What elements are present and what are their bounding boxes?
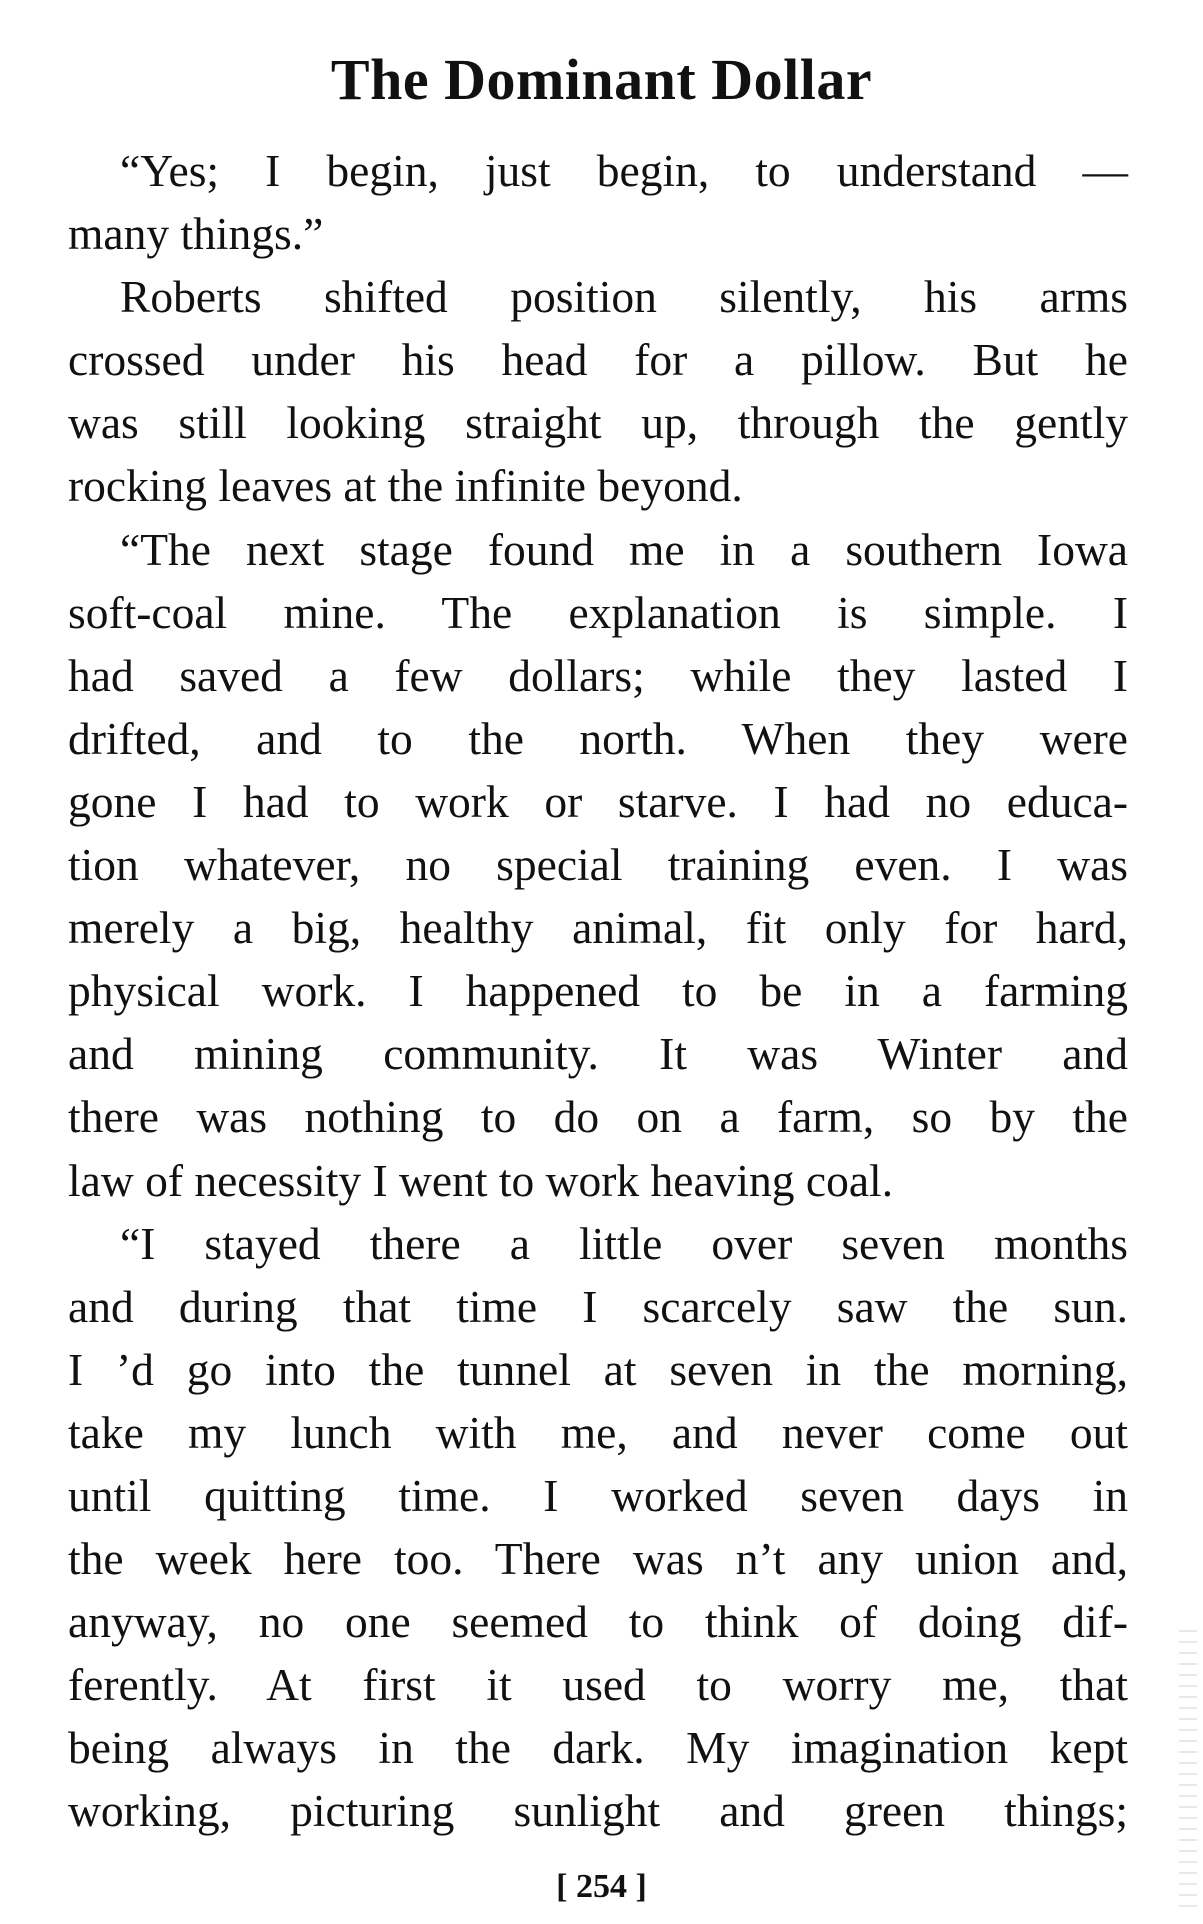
text-line: there was nothing to do on a farm, so by the	[68, 1091, 1128, 1143]
text-line: merely a big, healthy animal, fit only for hard,	[68, 902, 1128, 954]
text-line: tion whatever, no special training even. I was	[68, 839, 1128, 891]
text-line: working, picturing sunlight and green things;	[68, 1785, 1128, 1837]
running-head: The Dominant Dollar	[330, 47, 873, 112]
text-line: ferently. At first it used to worry me, that	[68, 1659, 1128, 1711]
page-edge-speckle	[1179, 1630, 1197, 1910]
text-line: and during that time I scarcely saw the sun.	[68, 1280, 1128, 1332]
text-line: anyway, no one seemed to think of doing dif-	[68, 1596, 1128, 1648]
text-line: “The next stage found me in a southern Iowa	[120, 523, 1128, 575]
text-line: until quitting time. I worked seven days in	[68, 1469, 1128, 1521]
text-line: and mining community. It was Winter and	[68, 1028, 1128, 1080]
text-line: physical work. I happened to be in a farming	[68, 965, 1128, 1017]
text-line: drifted, and to the north. When they were	[68, 712, 1128, 764]
text-line: “I stayed there a little over seven months	[120, 1217, 1128, 1269]
text-line: gone I had to work or starve. I had no educa-	[68, 775, 1128, 827]
body-text	[68, 139, 1128, 1843]
text-line: crossed under his head for a pillow. But he	[68, 334, 1128, 386]
text-line: being always in the dark. My imagination kept	[68, 1722, 1128, 1774]
text-line: soft-coal mine. The explanation is simple. I	[68, 586, 1128, 638]
text-line: many things.”	[68, 208, 324, 260]
text-line: had saved a few dollars; while they lasted I	[68, 649, 1128, 701]
text-line: “Yes; I begin, just begin, to understand —	[120, 145, 1128, 196]
text-line: law of necessity I went to work heaving coal.	[68, 1154, 894, 1206]
text-line: take my lunch with me, and never come out	[68, 1406, 1128, 1458]
text-line: was still looking straight up, through the gently	[68, 397, 1128, 449]
text-line: Roberts shifted position silently, his arms	[120, 271, 1128, 323]
text-line: the week here too. There was n’t any union and,	[68, 1533, 1128, 1585]
page-number: [ 254 ]	[556, 1868, 647, 1905]
text-line: rocking leaves at the infinite beyond.	[68, 460, 743, 512]
text-line: I ’d go into the tunnel at seven in the morning,	[68, 1343, 1128, 1395]
